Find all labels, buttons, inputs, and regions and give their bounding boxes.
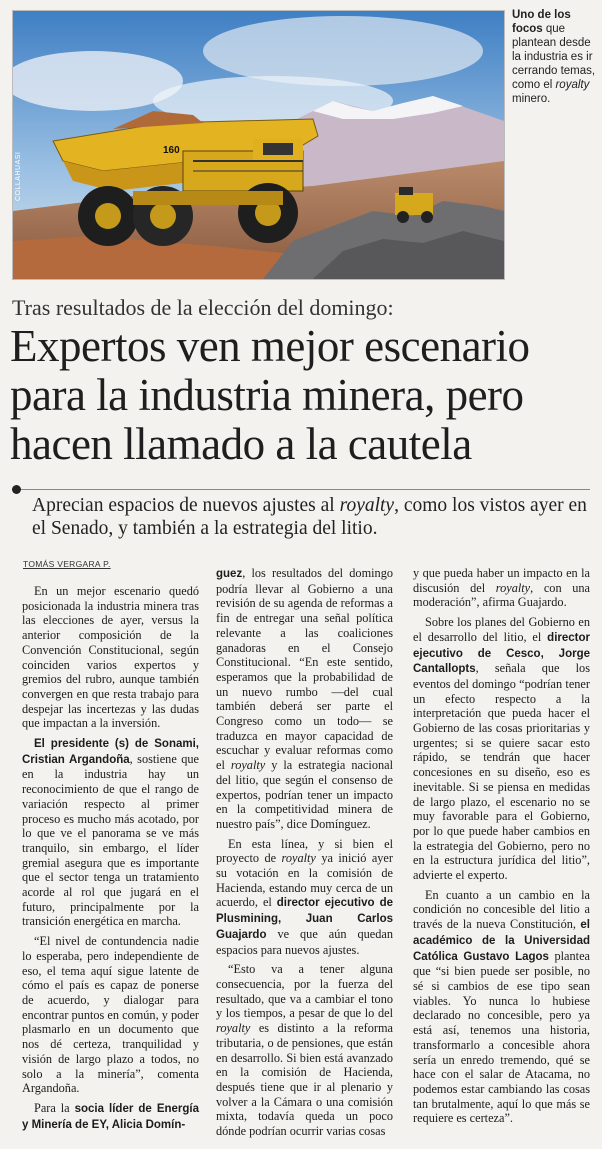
paragraph: En cuanto a un cambio en la condición no concesible del litio a través de la nueva Constitución, el académico de la Universidad Católica Gustavo Lagos plantea que “si bien puede ser posible, no sé si cambios de ese tipo sean viables. Yo nunca lo hubiese declarado no concesible, pero ya está así, tenemos una historia, transformarlo a concesible ahora sería un enredo tremendo, qué se hace con el salar de Atacama, no podemos estar cambiando las cosas tan brutalmente, aquí lo que más se requiere es certeza”.	[413, 887, 590, 1126]
kicker: Tras resultados de la elección del domingo:	[12, 295, 394, 320]
column-3	[413, 566, 590, 1131]
caption-lead: Uno de los focos	[512, 9, 571, 35]
paragraph: “Esto va a tener alguna consecuencia, por la fuerza del resultado, que va a cambiar el tono y los tiempos, a pesar de que lo del royalty es distinto a la reforma tributaria, o de pensiones, que están en desarrollo. Si bien está avanzado en la comisión de Hacienda, después tiene que ir al plenario y volver a la Cámara o una comisión mixta, todavía queda un poco dónde podrían ocurrir varias cosas	[216, 962, 393, 1139]
paragraph: guez, los resultados del domingo podría llevar al Gobierno a una revisión de su agenda de reformas a fin de entregar una señal política relevante a las coaliciones ganadoras en el Consejo Constitucional. “En este sentido, esperamos que la probabilidad de un nuevo rumbo —del cual también deberá ser parte el Congreso como un todo— se traduzca en mayor capacidad de escuchar y evaluar reformas como el royalty y la estrategia nacional del litio, que según el consenso de expertos, podrían tener un impacto en la competitividad minera de nuestro país”, dice Domínguez.	[216, 566, 393, 831]
truck-number-label: 160	[163, 145, 180, 156]
paragraph: y que pueda haber un impacto en la discusión del royalty, con una moderación”, afirma Guajardo.	[413, 566, 590, 610]
paragraph: En un mejor escenario quedó posicionada la industria minera tras las elecciones de ayer, versus la anterior composición de la Convención Constitucional, según coinciden varios expertos y gremios del rubro, aunque también convergen en que resta trabajo para despejar las incertezas y las dudas que impactan a la inversión.	[22, 584, 199, 731]
paragraph: “El nivel de contundencia nadie lo esperaba, pero independiente de eso, el tema aquí sigue latente de cómo el país es capaz de ponerse de acuerdo, y dialogar para encontrar puntos en común, y poder plasmarlo en un documento que nos dé certeza, tranquilidad y visión de largo plazo a todos, no solo a la minería”, comenta Argandoña.	[22, 934, 199, 1096]
paragraph: El presidente (s) de Sonami, Cristian Argandoña, sostiene que en la industria hay un reconocimiento de que el rango de variación respecto al primer proceso es mucho más acotado, por lo que ve el panorama se ve más tranquilo, sin embargo, el líder gremial asegura que es importante que el sector tenga un tratamiento acorde al rol que jugará en el futuro, principalmente por la transición energética en marcha.	[22, 738, 199, 929]
bullet-dot-icon	[12, 485, 21, 494]
headline: Expertos ven mejor escenario para la industria minera, pero hacen llamado a la cautela	[10, 321, 530, 469]
divider	[12, 489, 590, 490]
paragraph: Para la socia líder de Energía y Minería de EY, Alicia Domín-	[22, 1100, 199, 1131]
photo-caption: Uno de los focos que plantean desde la industria es ir cerrando temas, como el royalty minero.	[512, 9, 596, 105]
byline: TOMÁS VERGARA P.	[23, 559, 111, 569]
photo-credit: COLLAHUASI	[15, 151, 22, 201]
column-2	[216, 566, 393, 1144]
column-1	[22, 584, 199, 1137]
paragraph: Sobre los planes del Gobierno en el desarrollo del litio, el director ejecutivo de Cesco, Jorge Cantallopts, señala que los eventos del domingo “podrían tener un efecto respecto a la interpretación que pueda hacer el Gobierno de las cosas prioritarias y urgentes; si se quiere sacar esto rápido, se tendrán que hacer concesiones en su diseño, eso es inevitable. Si se piensa en medidas de largo plazo, el escenario no se muy favorable para el Gobierno, por lo que puede haber cambios en la estrategia del Gobierno, pero no en la estructura jurídica del litio”, advierte el experto.	[413, 615, 590, 883]
paragraph: En esta línea, y si bien el proyecto de royalty ya inició ayer su votación en la comisión de Hacienda, estando muy cerca de un acuerdo, el director ejecutivo de Plusmining, Juan Carlos Guajardo ve que aún quedan espacios para nuevos ajustes.	[216, 836, 393, 957]
deck: Aprecian espacios de nuevos ajustes al royalty, como los vistos ayer en el Senado, y también a la estrategia del litio.	[32, 495, 587, 539]
mining-truck-photo	[12, 10, 505, 280]
